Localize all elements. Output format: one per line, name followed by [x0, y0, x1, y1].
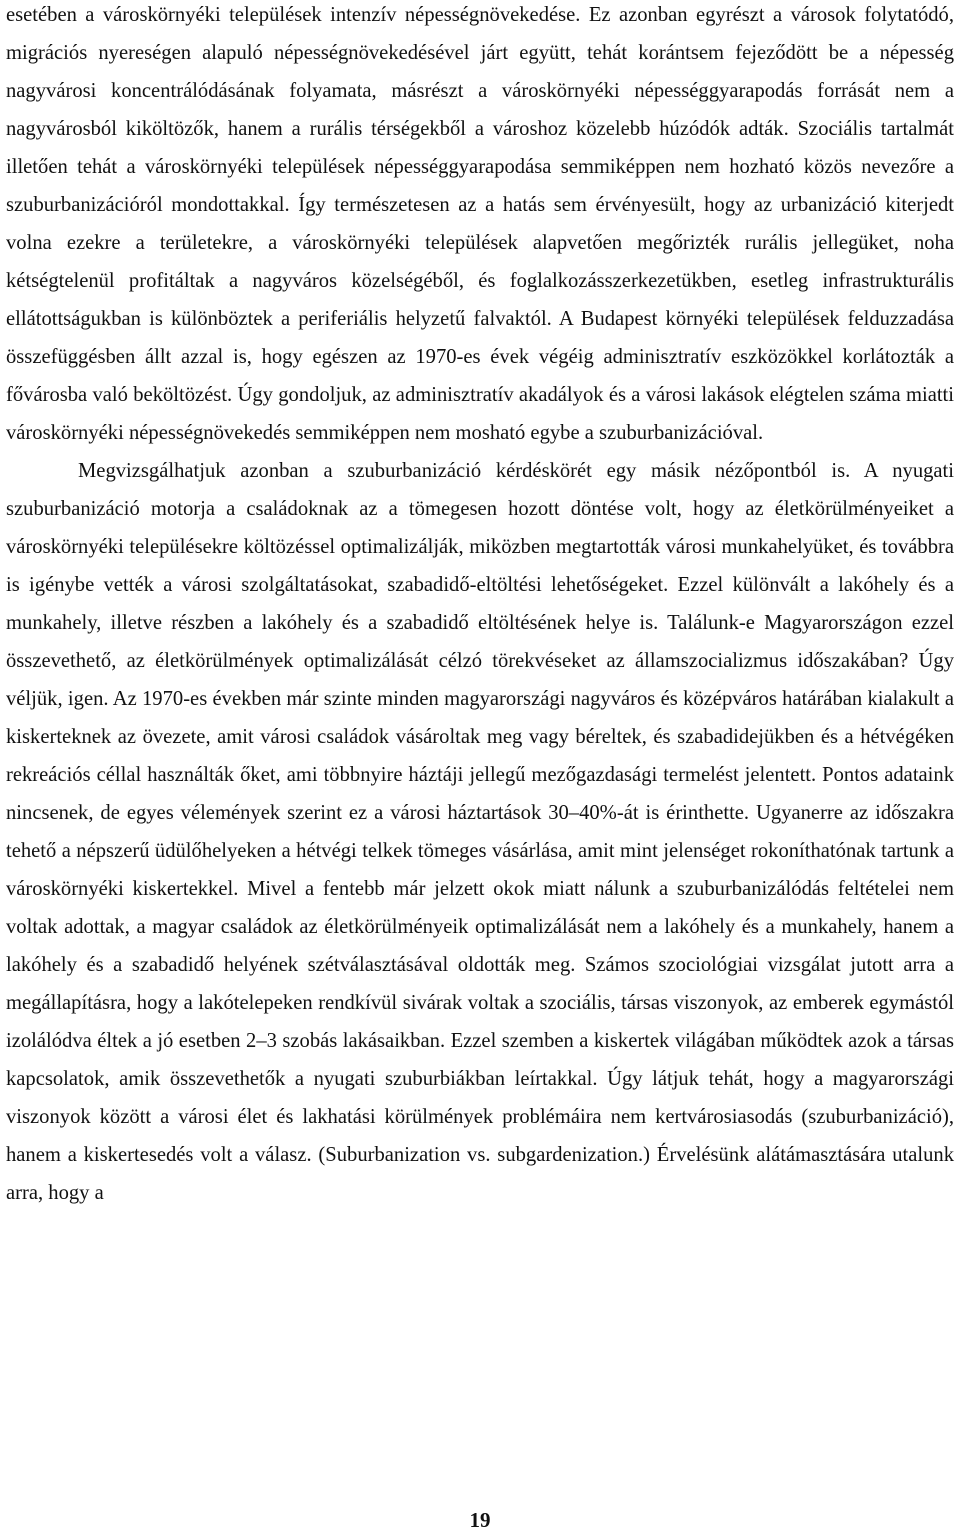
- paragraph-2: Megvizsgálhatjuk azonban a szuburbanizáció kérdéskörét egy másik nézőpontból is. A nyugati szuburbanizáció motorja a családoknak az a tömegesen hozott döntése volt, hogy az életkörülményeiket a városkörnyéki településekre költözéssel optimalizálják, miközben megtartották városi munkahelyüket, és továbbra is igénybe vették a városi szolgáltatásokat, szabadidő-eltöltési lehetőségeket. Ezzel különvált a lakóhely és a munkahely, illetve részben a lakóhely és a szabadidő eltöltésének helye is. Találunk-e Magyarországon ezzel összevethető, az életkörülmények optimalizálását célzó törekvéseket az államszocializmus időszakában? Úgy véljük, igen. Az 1970-es években már szinte minden magyarországi nagyváros és középváros határában kialakult a kiskerteknek az övezete, amit városi családok vásároltak meg vagy béreltek, és szabadidejükben és a hétvégéken rekreációs céllal használták őket, ami többnyire háztáji jellegű mezőgazdasági termelést jelentett. Pontos adataink nincsenek, de egyes vélemények szerint ez a városi háztartások 30–40%-át is érinthette. Ugyanerre az időszakra tehető a népszerű üdülőhelyeken a hétvégi telkek tömeges vásárlása, amit mint jelenséget rokoníthatónak tartunk a városkörnyéki kiskertekkel. Mivel a fentebb már jelzett okok miatt nálunk a szuburbanizálódás feltételei nem voltak adottak, a magyar családok az életkörülményeik optimalizálását nem a lakóhely és a munkahely, hanem a lakóhely és a szabadidő helyének szétválasztásával oldották meg. Számos szociológiai vizsgálat jutott arra a megállapításra, hogy a lakótelepeken rendkívül sivárak voltak a szociális, társas viszonyok, az emberek egymástól izolálódva éltek a jó esetben 2–3 szobás lakásaikban. Ezzel szemben a kiskertek világában működtek azok a társas kapcsolatok, amik összevethetők a nyugati szuburbiákban leírtakkal. Úgy látjuk tehát, hogy a magyarországi viszonyok között a városi élet és lakhatási körülmények problémáira nem kertvárosiasodás (szuburbanizáció), hanem a kiskertesedés volt a válasz. (Suburbanization vs. subgardenization.) Érvelésünk alátámasztására utalunk arra, hogy a: [6, 460, 954, 1204]
- paragraph-1: esetében a városkörnyéki települések intenzív népességnövekedése. Ez azonban egyrészt a városok folytatódó, migrációs nyereségen alapuló népességnövekedésével járt együtt, tehát korántsem fejeződött be a népesség nagyvárosi koncentrálódásának folyamata, másrészt a városkörnyéki népességgyarapodás forrását nem a nagyvárosból kiköltözők, hanem a rurális térségekből a városhoz közelebb húzódók adták. Szociális tartalmát illetően tehát a városkörnyéki települések népességgyarapodása semmiképpen nem hozható közös nevezőre a szuburbanizációról mondottakkal. Így természetesen az a hatás sem érvényesült, hogy az urbanizáció kiterjedt volna ezekre a területekre, a városkörnyéki települések alapvetően megőrizték rurális jellegüket, noha kétségtelenül profitáltak a nagyváros közelségéből, és foglalkozásszerkezetükben, esetleg infrastrukturális ellátottságukban is különböztek a periferiális helyzetű falvaktól. A Budapest környéki települések felduzzadása összefüggésben állt azzal is, hogy egészen az 1970-es évek végéig adminisztratív eszközökkel korlátozták a fővárosba való beköltözést. Úgy gondoljuk, az adminisztratív akadályok és a városi lakások elégtelen száma miatti városkörnyéki népességnövekedés semmiképpen nem mosható egybe a szuburbanizációval.: [6, 4, 954, 444]
- page-number: 19: [469, 1508, 491, 1532]
- document-page: [6, 0, 954, 1212]
